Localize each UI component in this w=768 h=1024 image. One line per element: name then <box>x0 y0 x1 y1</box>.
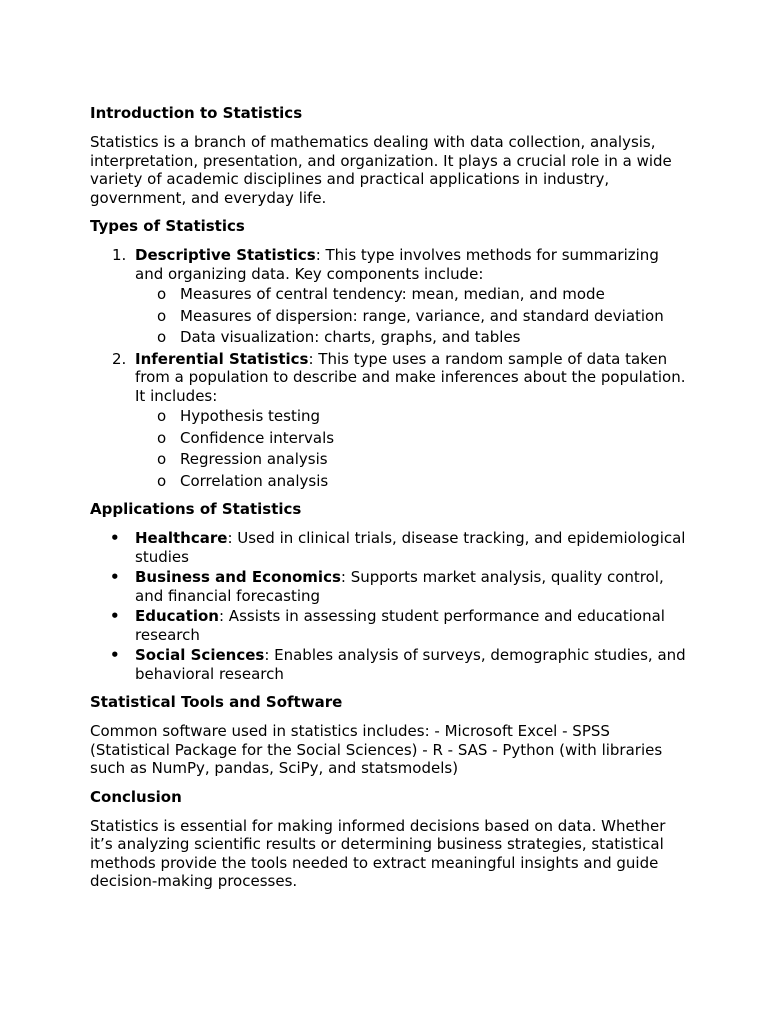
conclusion-paragraph: Statistics is essential for making informed decisions based on data. Whether it’s analyzing scientific results or determining business strategies, statistical methods provide the tools needed to extract meaningful insights and guide decision-making processes. <box>90 816 666 890</box>
sub-marker: o <box>157 471 167 490</box>
sub-item-text: Measures of dispersion: range, variance, and standard deviation <box>180 306 664 325</box>
intro-paragraph: Statistics is a branch of mathematics dealing with data collection, analysis, interpretation, presentation, and organization. It plays a crucial role in a wide variety of academic disciplines and practical applications in industry, government, and everyday life. <box>90 133 672 207</box>
list-number: 1. <box>112 246 127 264</box>
sub-marker: o <box>157 328 167 346</box>
term-inferential: Inferential Statistics <box>135 349 309 368</box>
term-descriptive: Descriptive Statistics <box>135 246 316 264</box>
sub-list-item <box>135 472 690 491</box>
descriptive-sublist <box>135 285 690 347</box>
sub-item-text: Correlation analysis <box>180 471 329 490</box>
heading-intro: Introduction to Statistics <box>90 104 303 122</box>
sub-marker: o <box>157 407 167 425</box>
sub-marker: o <box>157 428 167 447</box>
tools-paragraph: Common software used in statistics includes: - Microsoft Excel - SPSS (Statistical Package for the Social Sciences) - R - SAS - Python (with libraries such as NumPy, pandas, SciPy, and statsmodels) <box>90 722 663 777</box>
application-term: Education <box>135 607 219 625</box>
heading-applications: Applications of Statistics <box>90 500 302 518</box>
heading-conclusion: Conclusion <box>90 787 182 806</box>
inferential-sublist <box>135 407 690 490</box>
application-item-healthcare <box>90 529 690 566</box>
sub-list-item <box>135 328 690 347</box>
sub-item-text: Measures of central tendency: mean, median, and mode <box>180 285 605 303</box>
sub-list-item <box>135 450 690 469</box>
bullet-marker: • <box>110 646 120 664</box>
application-item-education <box>90 607 690 644</box>
bullet-marker: • <box>110 529 120 547</box>
sub-list-item <box>135 285 690 304</box>
bullet-marker: • <box>110 568 120 586</box>
application-term: Business and Economics <box>135 568 341 586</box>
application-desc: : Enables analysis of surveys, demographic studies, and behavioral research <box>135 646 686 683</box>
sub-marker: o <box>157 306 167 325</box>
application-desc: : Used in clinical trials, disease tracking, and epidemiological studies <box>135 529 686 566</box>
application-item-business <box>90 568 690 605</box>
sub-list-item <box>135 407 690 426</box>
application-desc: : Assists in assessing student performance and educational research <box>135 607 665 644</box>
applications-list <box>90 529 690 683</box>
bullet-marker: • <box>110 607 120 625</box>
types-item-inferential <box>90 350 690 491</box>
application-term: Social Sciences <box>135 646 265 664</box>
heading-types: Types of Statistics <box>90 217 245 235</box>
sub-marker: o <box>157 450 167 468</box>
sub-marker: o <box>157 285 167 303</box>
document-page <box>90 104 690 901</box>
application-item-social-sciences <box>90 646 690 683</box>
list-number: 2. <box>112 349 127 368</box>
application-desc: : Supports market analysis, quality control, and financial forecasting <box>135 568 664 605</box>
application-term: Healthcare <box>135 529 228 547</box>
types-item-descriptive <box>90 246 690 347</box>
sub-item-text: Regression analysis <box>180 450 328 468</box>
desc-descriptive: : This type involves methods for summarizing and organizing data. Key components include: <box>135 246 659 283</box>
sub-list-item <box>135 307 690 326</box>
sub-item-text: Hypothesis testing <box>180 407 321 425</box>
types-list <box>90 246 690 490</box>
sub-item-text: Data visualization: charts, graphs, and tables <box>180 328 521 346</box>
heading-tools: Statistical Tools and Software <box>90 693 343 711</box>
desc-inferential: : This type uses a random sample of data taken from a population to describe and make inferences about the population. It includes: <box>135 349 686 405</box>
sub-item-text: Confidence intervals <box>180 428 335 447</box>
sub-list-item <box>135 429 690 448</box>
